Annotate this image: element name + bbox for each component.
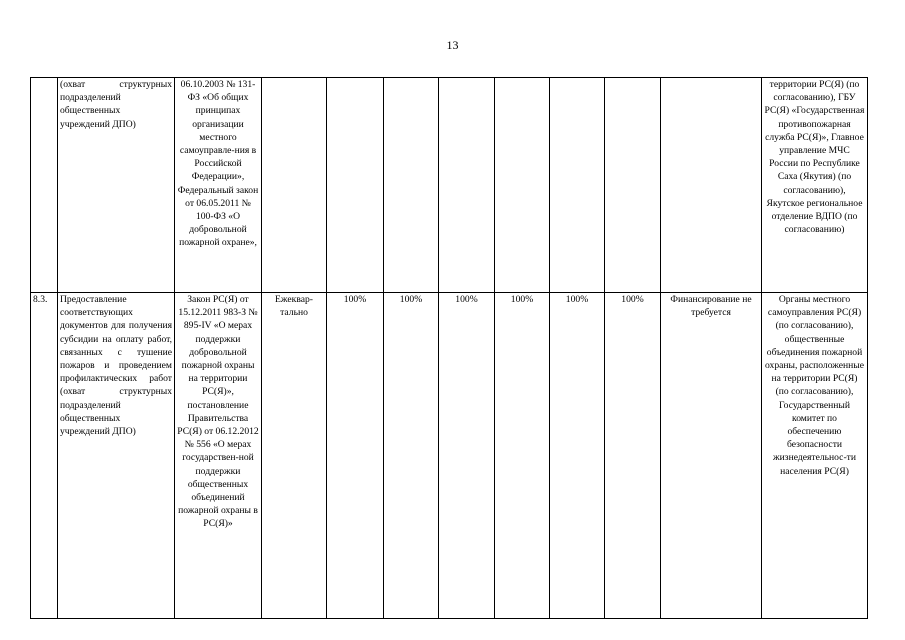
period: Ежеквар-тально xyxy=(275,294,313,319)
financing-cell xyxy=(661,293,762,619)
value: 100% xyxy=(343,294,367,305)
executors-cell xyxy=(762,293,868,619)
executors: Органы местного самоуправления РС(Я) (по согласованию), общественные объединения пожарной охраны, расположенные на территории РС(Я) (по согласованию), Государственный комитет по обеспечению безопасности жизнедеятельнос-ти населения РС(Я) xyxy=(765,294,864,477)
value: 100% xyxy=(455,294,478,305)
value: 100% xyxy=(399,294,423,305)
executors-cell xyxy=(762,78,868,293)
period-cell xyxy=(262,293,327,619)
value-cell xyxy=(605,293,661,619)
value-cell xyxy=(495,78,550,293)
value-cell xyxy=(495,293,550,619)
table-row xyxy=(31,78,868,293)
value: 100% xyxy=(621,294,644,305)
value-cell xyxy=(605,78,661,293)
row-number-cell xyxy=(31,78,58,293)
value-cell xyxy=(550,78,605,293)
value-cell xyxy=(384,293,439,619)
legal-basis: 06.10.2003 № 131-ФЗ «Об общих принципах организации местного самоуправле-ния в Российской Федерации», Федеральный закон от 06.05.2011 № 100-ФЗ «О добровольной пожарной охране», xyxy=(177,79,259,249)
row-number: 8.3. xyxy=(33,294,48,305)
legal-basis: Закон РС(Я) от 15.12.2011 983-З № 895-IV «О мерах поддержки добровольной пожарной охраны на территории РС(Я)», постановление Правительства РС(Я) от 06.12.2012 № 556 «О мерах государствен-ной поддержки общественных объединений пожарной охраны в РС(Я)» xyxy=(177,294,259,530)
period-cell xyxy=(262,78,327,293)
executors: территории РС(Я) (по согласованию), ГБУ РС(Я) «Государственная противопожарная служба РС(Я)», Главное управление МЧС России по Республике Саха (Якутия) (по согласованию), Якутское региональное отделение ВДПО (по согласованию) xyxy=(764,79,865,236)
financing-cell xyxy=(661,78,762,293)
value-cell xyxy=(327,78,384,293)
measure-name: (охват структурных подразделений общественных учреждений ДПО) xyxy=(60,79,172,130)
row-number-cell xyxy=(31,293,58,619)
value-cell xyxy=(439,78,495,293)
value-cell xyxy=(327,293,384,619)
measure-name: Предоставление соответствующих документов для получения субсидии на оплату работ, связанных с тушение пожаров и проведением профилактических работ (охват структурных подразделений общественных учреждений ДПО) xyxy=(60,294,172,438)
value: 100% xyxy=(510,294,534,305)
legal-basis-cell xyxy=(175,293,262,619)
legal-basis-cell xyxy=(175,78,262,293)
measure-name-cell xyxy=(58,78,175,293)
financing: Финансирование не требуется xyxy=(670,294,752,319)
table-row xyxy=(31,293,868,619)
value-cell xyxy=(384,78,439,293)
value-cell xyxy=(550,293,605,619)
measure-name-cell xyxy=(58,293,175,619)
value-cell xyxy=(439,293,495,619)
page-number: 13 xyxy=(446,38,459,52)
measures-table xyxy=(30,77,868,619)
value: 100% xyxy=(565,294,589,305)
